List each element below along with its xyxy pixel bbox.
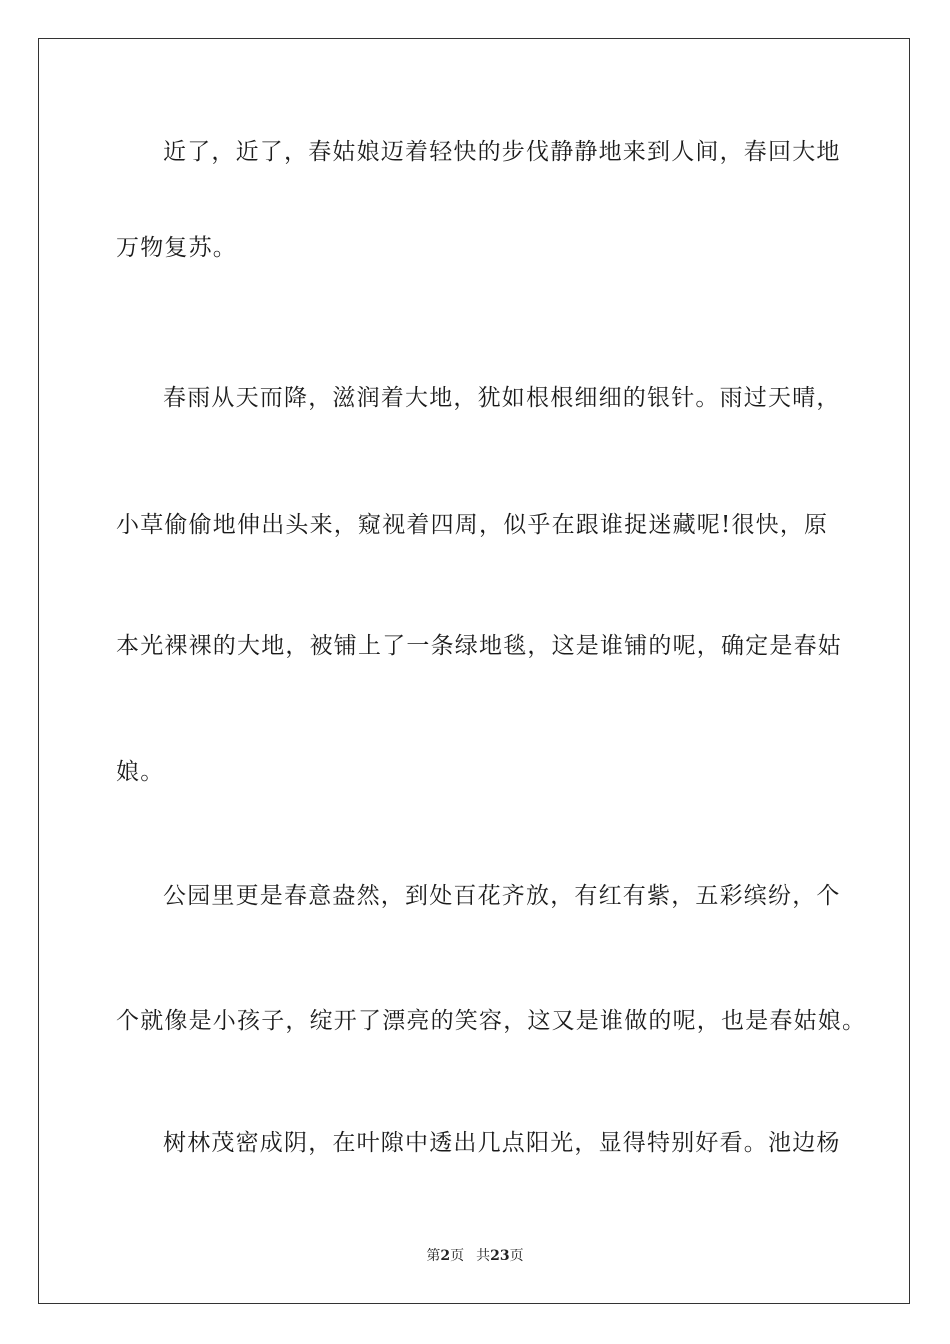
page-prefix: 第 bbox=[426, 1248, 441, 1264]
paragraph-2-line-1: 春雨从天而降，滋润着大地，犹如根根细细的银针。雨过天晴， bbox=[163, 385, 841, 411]
page-footer bbox=[0, 1246, 950, 1266]
page-border bbox=[38, 38, 910, 1304]
total-suffix: 页 bbox=[509, 1248, 524, 1264]
paragraph-2-line-2: 小草偷偷地伸出头来，窥视着四周，似乎在跟谁捉迷藏呢!很快，原 bbox=[116, 512, 829, 538]
paragraph-1-line-2: 万物复苏。 bbox=[116, 235, 237, 261]
paragraph-4-line-1: 树林茂密成阴，在叶隙中透出几点阳光，显得特别好看。池边杨 bbox=[163, 1130, 841, 1156]
page-suffix: 页 bbox=[450, 1248, 465, 1264]
paragraph-1-line-1: 近了，近了，春姑娘迈着轻快的步伐静静地来到人间，春回大地 bbox=[163, 139, 841, 165]
total-prefix: 共 bbox=[476, 1248, 491, 1264]
total-pages: 23 bbox=[490, 1248, 510, 1264]
paragraph-3-line-2: 个就像是小孩子，绽开了漂亮的笑容，这又是谁做的呢，也是春姑娘。 bbox=[116, 1008, 867, 1034]
paragraph-2-line-4: 娘。 bbox=[116, 759, 165, 785]
paragraph-2-line-3: 本光裸裸的大地，被铺上了一条绿地毯，这是谁铺的呢，确定是春姑 bbox=[116, 633, 842, 659]
paragraph-3-line-1: 公园里更是春意盎然，到处百花齐放，有红有紫，五彩缤纷，个 bbox=[163, 883, 841, 909]
page-number: 2 bbox=[440, 1248, 451, 1264]
